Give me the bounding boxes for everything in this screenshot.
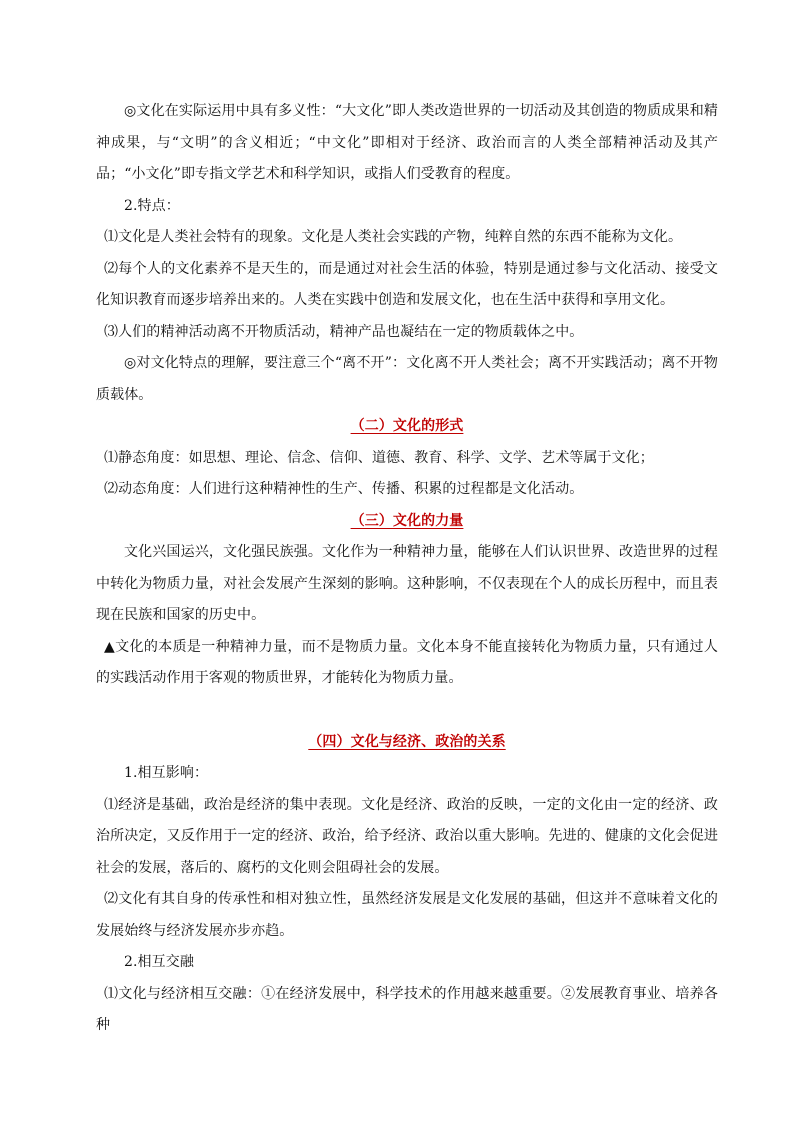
paragraph-feature-3: ⑶人们的精神活动离不开物质活动，精神产品也凝结在一定的物质载体之中。 [104,323,584,340]
paragraph-influence-2: ⑵文化有其自身的传承性和相对独立性，虽然经济发展是文化发展的基础，但这并不意味着文化的发展始终与经济发展亦步亦趋。 [96,891,718,939]
paragraph-dynamic-view: ⑵动态角度：人们进行这种精神性的生产、传播、积累的过程都是文化活动。 [104,481,584,497]
paragraph-feature-2: ⑵每个人的文化素养不是天生的，而是通过对社会生活的体验，特别是通过参与文化活动、接受文化知识教育而逐步培养出来的。人类在实践中创造和发展文化，也在生活中获得和享用文化。 [96,260,718,308]
section-heading-power [96,506,718,538]
paragraph-culture-essence: ▲文化的本质是一种精神力量，而不是物质力量。文化本身不能直接转化为物质力量，只有通过人的实践活动作用于客观的物质世界，才能转化为物质力量。 [96,638,718,686]
paragraph-static-view: ⑴静态角度：如思想、理论、信念、信仰、道德、教育、科学、文学、艺术等属于文化； [104,449,654,466]
subheading-features: 2.特点： [124,197,180,214]
subheading-mutual-blend: 2.相互交融 [124,954,194,970]
paragraph-influence-1: ⑴经济是基础，政治是经济的集中表现。文化是经济、政治的反映，一定的文化由一定的经济、政治所决定，又反作用于一定的经济、政治，给予经济、政治以重大影响。先进的、健康的文化会促进社会的发展，落后的、腐朽的文化则会阻碍社会的发展。 [96,796,718,876]
subheading-mutual-influence: 1.相互影响： [124,765,209,781]
section-heading-forms-text: （二）文化的形式 [350,418,464,434]
paragraph-culture-power: 文化兴国运兴，文化强民族强。文化作为一种精神力量，能够在人们认识世界、改造世界的过程中转化为物质力量，对社会发展产生深刻的影响。这种影响，不仅表现在个人的成长历程中，而且表现在民族和国家的历史中。 [96,544,718,623]
document-body [96,96,718,1042]
paragraph-feature-understanding: ◎对文化特点的理解，要注意三个“离不开”：文化离不开人类社会；离不开实践活动；离不开物质载体。 [96,355,718,403]
section-heading-forms [96,411,718,443]
section-heading-power-text: （三）文化的力量 [350,512,464,529]
section-heading-relations-text: （四）文化与经济、政治的关系 [308,733,506,750]
paragraph-blend-1: ⑴文化与经济相互交融：①在经济发展中，科学技术的作用越来越重要。②发展教育事业、培养各种 [96,985,718,1033]
section-spacer [96,695,718,727]
paragraph-culture-meanings: ◎文化在实际运用中具有多义性：“大文化”即人类改造世界的一切活动及其创造的物质成果和精神成果，与“文明”的含义相近；“中文化”即相对于经济、政治而言的人类全部精神活动及其产品；“小文化”即专指文学艺术和科学知识，或指人们受教育的程度。 [96,103,718,182]
section-heading-relations [96,727,718,759]
paragraph-feature-1: ⑴文化是人类社会特有的现象。文化是人类社会实践的产物，纯粹自然的东西不能称为文化。 [104,229,683,245]
